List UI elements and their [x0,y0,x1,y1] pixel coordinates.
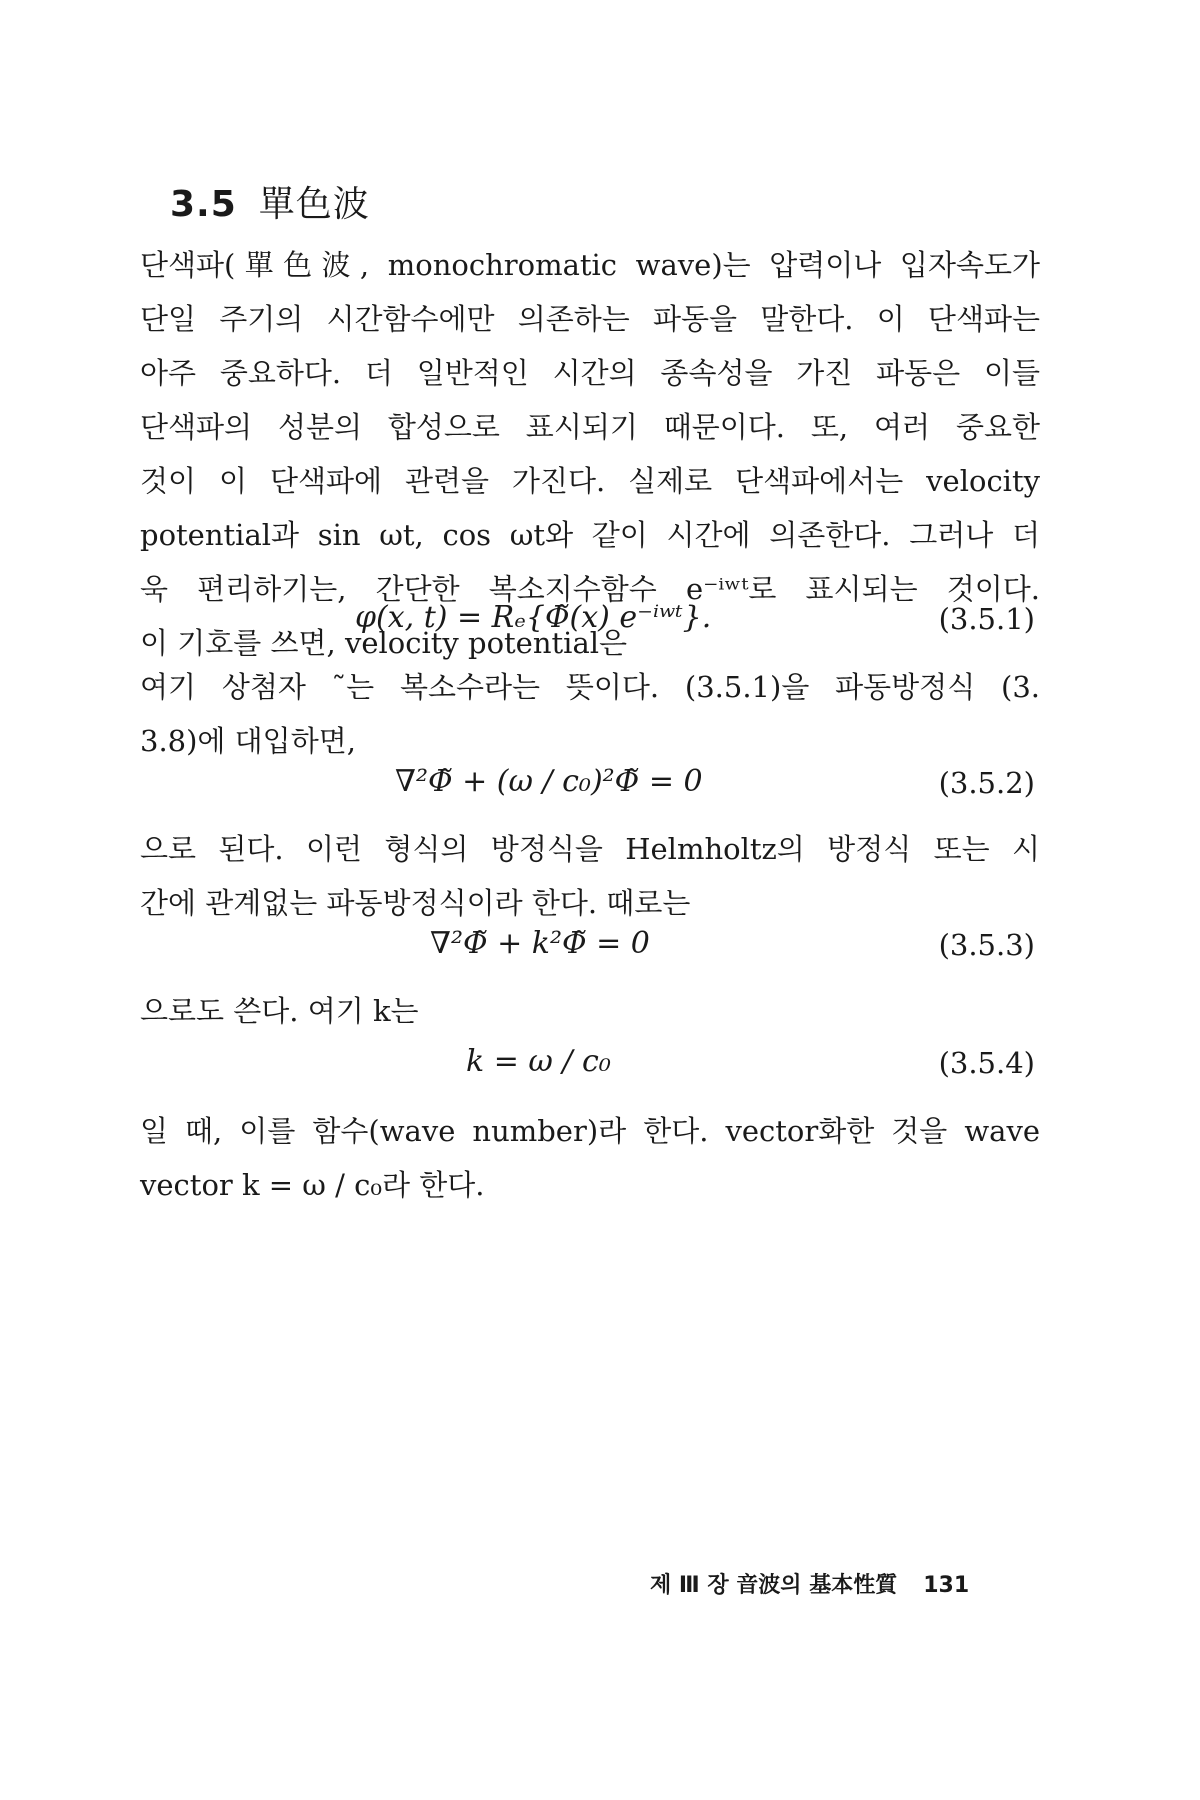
text-line: 으로도 쓴다. 여기 k는 [140,994,419,1028]
equation-number-3-5-2: (3.5.2) [938,766,1035,800]
equation-number-3-5-1: (3.5.1) [938,602,1035,636]
section-heading [170,176,370,227]
text-line: potential과 sin ωt, cos ωt와 같이 시간에 의존한다. 그러나 더 [140,518,1040,552]
section-number: 3.5 [170,184,237,225]
text-line: 단일 주기의 시간함수에만 의존하는 파동을 말한다. 이 단색파는 [140,302,1040,336]
equation-3-5-3: ∇²Φ̃ + k²Φ̃ = 0 [430,926,650,961]
text-line: 아주 중요하다. 더 일반적인 시간의 종속성을 가진 파동은 이들 [140,356,1040,390]
text-line: 단색파(單色波, monochromatic wave)는 압력이나 입자속도가 [140,248,1040,282]
equation-number-3-5-4: (3.5.4) [938,1046,1035,1080]
paragraph-helmholtz [140,822,1040,930]
equation-3-5-2: ∇²Φ̃ + (ω / c₀)²Φ̃ = 0 [395,764,703,799]
paragraph-wave-vector [140,1104,1040,1212]
equation-number-3-5-3: (3.5.3) [938,928,1035,962]
text-line: 단색파의 성분의 합성으로 표시되기 때문이다. 또, 여러 중요한 [140,410,1040,444]
equation-3-5-4: k = ω / c₀ [466,1044,611,1079]
text-line: 욱 편리하기는, 간단한 복소지수함수 e⁻ⁱʷᵗ로 표시되는 것이다. [140,572,1040,606]
text-line: 여기 상첨자 ˜는 복소수라는 뜻이다. (3.5.1)을 파동방정식 (3. [140,670,1040,704]
paragraph-k-definition [140,984,1040,1038]
page-footer [650,1568,969,1599]
text-line: 간에 관계없는 파동방정식이라 한다. 때로는 [140,886,691,920]
chapter-title: 제 Ⅲ 장 音波의 基本性質 [650,1573,898,1598]
section-title: 單色波 [258,184,370,225]
text-line: 것이 이 단색파에 관련을 가진다. 실제로 단색파에서는 velocity [140,464,1040,498]
text-line: 이 기호를 쓰면, velocity potential은 [140,626,628,660]
text-line: vector k = ω / c₀라 한다. [140,1168,485,1202]
paragraph-substitution [140,660,1040,768]
equation-3-5-1: φ(x, t) = Rₑ{Φ̃(x) e⁻ⁱʷᵗ}. [355,600,712,635]
text-line: 으로 된다. 이런 형식의 방정식을 Helmholtz의 방정식 또는 시 [140,832,1040,866]
page-number: 131 [923,1573,970,1598]
text-line: 3.8)에 대입하면, [140,724,356,758]
text-line: 일 때, 이를 함수(wave number)라 한다. vector화한 것을 wave [140,1114,1040,1148]
